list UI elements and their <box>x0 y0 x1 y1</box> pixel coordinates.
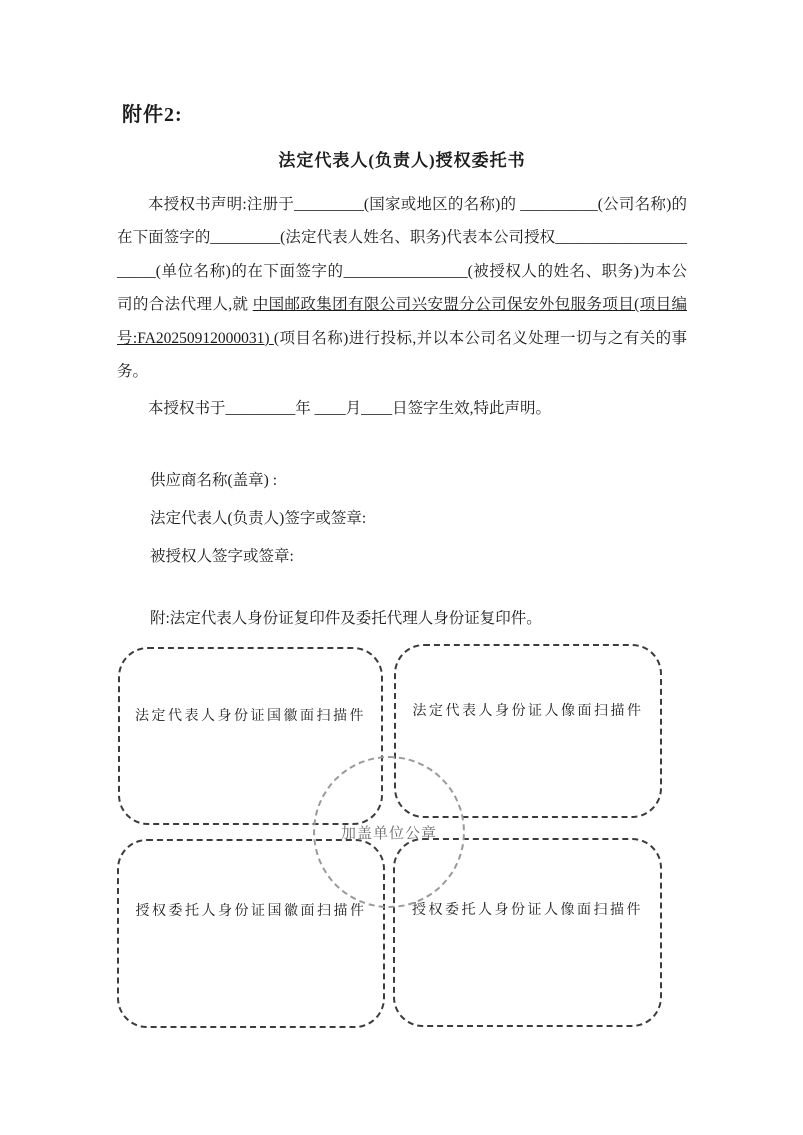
authorization-paragraph <box>117 188 687 388</box>
legal-representative-signature-line: 法定代表人(负责人)签字或签章: <box>150 510 367 527</box>
signature-block <box>150 462 366 576</box>
scan-box-label: 授权委托人身份证人像面扫描件 <box>412 903 643 919</box>
scan-box-label: 授权委托人身份证国徽面扫描件 <box>135 904 367 920</box>
effective-date-line: 本授权书于_________年 ____月____日签字生效,特此声明。 <box>148 400 552 417</box>
company-seal-hint-text: 加盖单位公章 <box>340 826 437 842</box>
paragraph-part-1: 本授权书声明:注册于_________(国家或地区的名称)的 __________(公司名称)的在下面签字的_________(法定代表人姓名、职务)代表本公司授权______________________(单位名称)的在下面签字的________________(被授权人的姓名、职务)为本公司的合法代理人,就 <box>117 196 687 314</box>
attachment-note: 附:法定代表人身份证复印件及委托代理人身份证复印件。 <box>150 610 542 627</box>
scan-box-label: 法定代表人身份证国徽面扫描件 <box>135 708 366 724</box>
authorized-person-signature-line: 被授权人签字或签章: <box>150 548 294 565</box>
paragraph-part-3: (项目名称)进行投标,并以本公司名义处理一切与之有关的事务。 <box>117 329 687 381</box>
supplier-name-line: 供应商名称(盖章) : <box>150 472 278 489</box>
project-name-underlined: 中国邮政集团有限公司兴安盟分公司保安外包服务项目(项目编号:FA20250912000031) <box>117 296 687 347</box>
document-title: 法定代表人(负责人)授权委托书 <box>278 151 526 170</box>
scan-box-label: 法定代表人身份证人像面扫描件 <box>412 704 644 720</box>
attachment-label: 附件2: <box>122 104 183 126</box>
